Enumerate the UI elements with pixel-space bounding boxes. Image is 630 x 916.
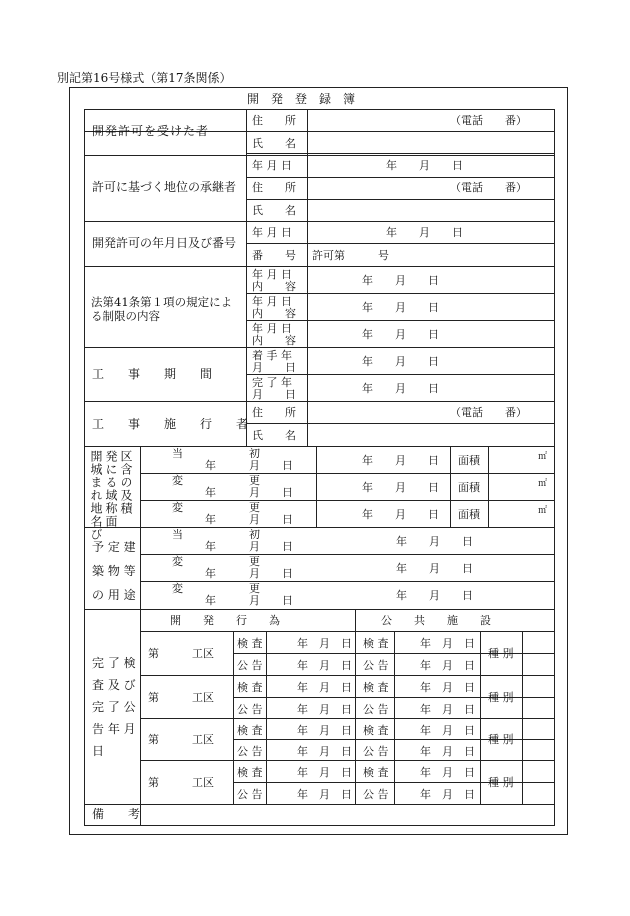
label-notice-0: 公 告 [237,659,263,672]
date-label-top-0: 当 初 [172,447,260,460]
label-divider [140,527,141,609]
label-end-2: 月 日 [252,388,296,401]
label-date-1: 年 月 日 [252,295,292,308]
label-section-2: 第 工区 [148,733,214,746]
label-content-2: 内 容 [252,334,296,347]
label-inspection-1: 検 査 [237,681,263,694]
label-dev-area-col-0: 開城まれ地名び [89,450,103,541]
dev-notice-date-1: 年 月 日 [297,703,352,716]
rule [84,221,555,222]
label-date: 年 月 日 [252,226,292,239]
label-planned-building-2: の 用 途 [92,588,136,602]
dev-notice-date-3: 年 月 日 [297,788,352,801]
rule [246,153,555,154]
date-value-1: 年 月 日 [362,481,439,494]
form-title: 開 発 登 録 簿 [247,92,356,106]
label-completion-0: 完 了 検 [92,656,136,670]
sublabel-divider [307,109,308,446]
label-inspection-3: 検 査 [237,766,263,779]
divider [522,631,523,675]
pub-inspect-date-2: 年 月 日 [420,724,475,737]
date-value-2: 年 月 日 [362,328,439,341]
permit-number-value: 許可第 号 [312,249,389,262]
divider [355,609,356,804]
label-kind-1: 種 別 [488,691,514,704]
label-notice-2: 公 告 [237,745,263,758]
label-divider [140,609,141,804]
header-development-act: 開 発 行 為 [170,614,280,627]
dev-inspect-date-3: 年 月 日 [297,766,352,779]
pub-inspect-date-1: 年 月 日 [420,681,475,694]
rule [246,320,555,321]
label-art41-restriction: 法第41条第１項の規定によ [91,295,233,309]
label-content-0: 内 容 [252,280,296,293]
label-name: 氏 名 [252,137,296,150]
phone-placeholder: （電話 番） [450,406,527,419]
label-inspection-pub-0: 検 査 [363,637,389,650]
divider [394,675,395,718]
label-number: 番 号 [252,249,296,262]
label-date-0: 年 月 日 [252,268,292,281]
date-value-0: 年 月 日 [362,274,439,287]
divider [522,760,523,804]
divider [266,675,267,718]
divider [394,760,395,804]
date-label-bottom-2: 年 月 日 [205,513,293,526]
label-divider [140,446,141,527]
date-label-top-2: 変 更 [172,582,260,595]
label-completion-4: 日 [92,744,105,758]
rule [246,293,555,294]
date-value-1: 年 月 日 [396,562,473,575]
divider [522,718,523,760]
label-kind-2: 種 別 [488,733,514,746]
divider [480,631,481,675]
divider [488,446,489,527]
label-inspection-0: 検 査 [237,637,263,650]
rule [84,266,555,267]
divider [233,760,234,804]
unit-sqm-0: ㎡ [538,452,548,462]
label-divider [246,109,247,446]
rule [246,199,555,200]
date-value: 年 月 日 [386,159,463,172]
end-date-value: 年 月 日 [362,382,439,395]
date-label-top-2: 変 更 [172,501,260,514]
rule [140,760,555,761]
label-art41-restriction-2: る制限の内容 [91,309,160,323]
label-permit-date-number: 開発許可の年月日及び番号 [92,236,237,250]
rule [246,243,555,244]
label-dev-area-col-1: 発にる域称面 [104,450,118,528]
rule [140,718,555,719]
label-start: 着 手 年 [252,349,292,362]
date-label-bottom-0: 年 月 日 [205,459,293,472]
date-label-bottom-1: 年 月 日 [205,567,293,580]
label-inspection-pub-3: 検 査 [363,766,389,779]
divider [233,675,234,718]
label-completion-2: 完 了 公 [92,700,136,714]
label-section-1: 第 工区 [148,691,214,704]
date-value-1: 年 月 日 [362,301,439,314]
label-completion-3: 告 年 月 [92,722,136,736]
label-address: 住 所 [252,114,296,127]
dev-inspect-date-0: 年 月 日 [297,637,352,650]
divider [266,631,267,675]
rule [140,631,555,632]
pub-notice-date-3: 年 月 日 [420,788,475,801]
label-area-2: 面積 [458,508,480,521]
label-successor: 許可に基づく地位の承継者 [92,180,237,194]
dev-inspect-date-1: 年 月 日 [297,681,352,694]
label-dev-area-col-2: 区含の及積 [119,450,133,515]
date-value-0: 年 月 日 [362,454,439,467]
header-public-facilities: 公 共 施 設 [381,614,491,627]
label-area-0: 面積 [458,454,480,467]
date-label-top-1: 変 更 [172,474,260,487]
divider [394,631,395,675]
date-label-top-0: 当 初 [172,528,260,541]
label-completion-1: 査 及 び [92,678,136,692]
date-value-0: 年 月 日 [396,535,473,548]
label-start-2: 月 日 [252,361,296,374]
label-contractor: 工 事 施 行 者 [92,417,249,431]
form-caption: 別記第16号様式（第17条関係） [57,71,232,85]
pub-notice-date-2: 年 月 日 [420,745,475,758]
label-construction-period: 工 事 期 間 [92,367,213,381]
label-inspection-2: 検 査 [237,724,263,737]
date-label-bottom-1: 年 月 日 [205,486,293,499]
label-inspection-pub-1: 検 査 [363,681,389,694]
label-notice-pub-1: 公 告 [363,703,389,716]
start-date-value: 年 月 日 [362,355,439,368]
rule [84,446,555,447]
rule [246,177,555,178]
divider [266,718,267,760]
date-value-2: 年 月 日 [396,589,473,602]
label-section-3: 第 工区 [148,776,214,789]
divider [233,718,234,760]
rule [84,155,555,156]
label-date-2: 年 月 日 [252,322,292,335]
label-planned-building-1: 築 物 等 [92,564,136,578]
label-kind-3: 種 別 [488,776,514,789]
rule [246,374,555,375]
pub-inspect-date-3: 年 月 日 [420,766,475,779]
date-value: 年 月 日 [386,226,463,239]
label-name: 氏 名 [252,429,296,442]
phone-placeholder: （電話 番） [450,181,527,194]
label-address: 住 所 [252,406,296,419]
dev-notice-date-0: 年 月 日 [297,659,352,672]
label-divider [140,804,141,826]
divider [233,631,234,675]
label-notice-3: 公 告 [237,788,263,801]
label-content-1: 内 容 [252,307,296,320]
unit-sqm-2: ㎡ [538,506,548,516]
dev-notice-date-2: 年 月 日 [297,745,352,758]
rule [246,423,555,424]
label-section-0: 第 工区 [148,647,214,660]
divider [480,760,481,804]
phone-placeholder: （電話 番） [450,114,527,127]
rule [84,609,555,610]
label-notice-1: 公 告 [237,703,263,716]
label-kind-0: 種 別 [488,647,514,660]
date-label-top-1: 変 更 [172,555,260,568]
label-name: 氏 名 [252,204,296,217]
label-notice-pub-0: 公 告 [363,659,389,672]
divider [522,675,523,718]
dev-inspect-date-2: 年 月 日 [297,724,352,737]
unit-sqm-1: ㎡ [538,479,548,489]
date-value-2: 年 月 日 [362,508,439,521]
label-remarks: 備 考 [92,807,141,821]
rule [140,675,555,676]
divider [480,718,481,760]
divider [480,675,481,718]
label-end: 完 了 年 [252,376,292,389]
date-label-bottom-0: 年 月 日 [205,540,293,553]
label-notice-pub-2: 公 告 [363,745,389,758]
label-address: 住 所 [252,181,296,194]
date-label-bottom-2: 年 月 日 [205,594,293,607]
label-notice-pub-3: 公 告 [363,788,389,801]
label-date: 年 月 日 [252,159,292,172]
rule [84,527,555,528]
divider [266,760,267,804]
pub-inspect-date-0: 年 月 日 [420,637,475,650]
label-area-1: 面積 [458,481,480,494]
rule [84,347,555,348]
pub-notice-date-1: 年 月 日 [420,703,475,716]
divider [316,446,317,527]
label-dev-permit-holder: 開発許可を受けた者 [92,124,210,138]
label-inspection-pub-2: 検 査 [363,724,389,737]
pub-notice-date-0: 年 月 日 [420,659,475,672]
divider [394,718,395,760]
label-planned-building-0: 予 定 建 [92,540,136,554]
rule [84,804,555,805]
divider [450,446,451,527]
rule [84,401,555,402]
